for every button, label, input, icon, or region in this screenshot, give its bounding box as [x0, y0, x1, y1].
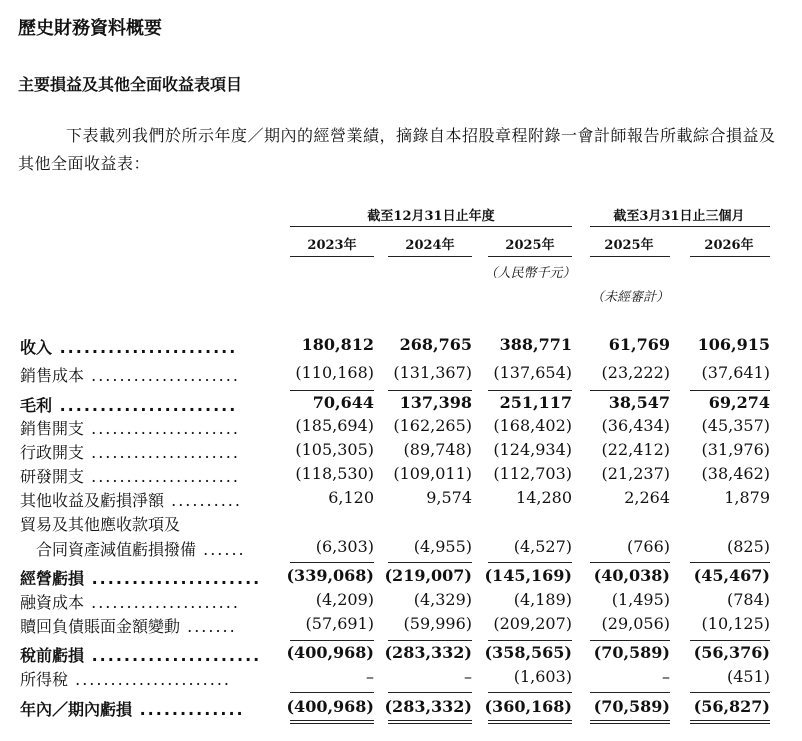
leader-dots: ..................... — [84, 646, 262, 665]
year-header: 2024年 — [405, 238, 455, 253]
value-cell: 14,280 — [516, 488, 572, 507]
subtotal-rule — [388, 692, 472, 693]
row-label-text: 行政開支 — [20, 443, 85, 462]
leader-dots: ...................... — [52, 396, 238, 415]
year-rule — [488, 256, 572, 257]
value-cell: (112,703) — [493, 464, 572, 483]
subtotal-rule — [590, 562, 670, 563]
subtotal-rule — [388, 640, 472, 641]
total-rule — [290, 723, 374, 724]
value-cell: 61,769 — [608, 335, 670, 354]
subtotal-rule — [488, 692, 572, 693]
value-cell: (38,462) — [701, 464, 770, 483]
value-cell: (89,748) — [403, 440, 472, 459]
value-cell: (4,209) — [315, 590, 374, 609]
value-cell: (31,976) — [701, 440, 770, 459]
table-row — [0, 667, 802, 691]
subtotal-rule — [488, 562, 572, 563]
value-cell: (137,654) — [493, 363, 572, 382]
leader-dots: .......... — [164, 491, 242, 510]
value-cell: (124,934) — [493, 440, 572, 459]
value-cell: (339,068) — [286, 566, 374, 585]
row-label — [20, 614, 237, 637]
leader-dots: ..................... — [84, 467, 240, 486]
value-cell: (1,603) — [513, 667, 572, 686]
subtotal-rule — [590, 640, 670, 641]
leader-dots: ....... — [180, 617, 237, 636]
row-label-text: 所得稅 — [20, 670, 69, 689]
subtotal-rule — [290, 562, 374, 563]
row-label-text: 經營虧損 — [20, 569, 85, 588]
value-cell: (105,305) — [295, 440, 374, 459]
value-cell: (10,125) — [701, 614, 770, 633]
value-cell: – — [366, 667, 374, 686]
row-label-text: 其他收益及虧損淨額 — [20, 491, 165, 510]
value-cell: (23,222) — [601, 363, 670, 382]
unaudited-note: （未經審計） — [590, 290, 669, 305]
row-label — [20, 512, 180, 535]
leader-dots: ...................... — [52, 338, 238, 357]
value-cell: 70,644 — [312, 393, 374, 412]
year-header: 2023年 — [307, 238, 357, 253]
value-cell: (4,955) — [413, 537, 472, 556]
value-cell: 9,574 — [426, 488, 472, 507]
year-rule — [590, 256, 670, 257]
value-cell: 1,879 — [724, 488, 770, 507]
leader-dots: ..................... — [84, 569, 262, 588]
value-cell: (400,968) — [286, 697, 374, 716]
value-cell: (162,265) — [393, 416, 472, 435]
section-title: 歷史財務資料概要 — [18, 18, 162, 39]
total-rule — [388, 723, 472, 724]
value-cell: (45,357) — [701, 416, 770, 435]
unit-note: （人民幣千元） — [484, 266, 576, 281]
table-row — [0, 363, 802, 387]
header-group-quarter: 截至3月31日止三個月 — [613, 209, 745, 224]
table-row — [0, 537, 802, 561]
value-cell: (110,168) — [295, 363, 374, 382]
value-cell: (283,332) — [384, 643, 472, 662]
year-rule — [388, 256, 472, 257]
value-cell: (168,402) — [493, 416, 572, 435]
row-label — [20, 335, 237, 358]
value-cell: (4,527) — [513, 537, 572, 556]
total-rule — [590, 723, 670, 724]
table-row — [0, 335, 802, 359]
value-cell: (36,434) — [601, 416, 670, 435]
value-cell: (185,694) — [295, 416, 374, 435]
row-label-text: 銷售成本 — [20, 366, 85, 385]
value-cell: (37,641) — [701, 363, 770, 382]
value-cell: (4,329) — [413, 590, 472, 609]
row-label — [20, 393, 237, 416]
row-label-text: 贖回負債賬面金額變動 — [20, 617, 181, 636]
subtotal-rule — [690, 390, 770, 391]
total-rule — [388, 720, 472, 721]
leader-dots: ...... — [196, 540, 246, 559]
row-label — [20, 363, 240, 386]
subtotal-rule — [290, 390, 374, 391]
group-rule-annual — [290, 226, 572, 227]
intro-paragraph: 下表載列我們於所示年度／期內的經營業績，摘錄自本招股章程附錄一會計師報告所載綜合損益及其他全面收益表： — [18, 126, 776, 173]
value-cell: (451) — [726, 667, 770, 686]
value-cell: (59,996) — [403, 614, 472, 633]
table-row — [0, 614, 802, 638]
leader-dots: ...................... — [68, 670, 231, 689]
value-cell: (358,565) — [484, 643, 572, 662]
total-rule — [290, 720, 374, 721]
leader-dots: ..................... — [84, 443, 240, 462]
table-row — [0, 488, 802, 512]
total-rule — [690, 720, 770, 721]
leader-dots: ..................... — [84, 366, 240, 385]
value-cell: (4,189) — [513, 590, 572, 609]
value-cell: (56,827) — [693, 697, 770, 716]
year-rule — [290, 256, 374, 257]
total-rule — [488, 723, 572, 724]
table-row — [0, 440, 802, 464]
table-row — [0, 393, 802, 417]
year-rule — [690, 256, 770, 257]
value-cell: (21,237) — [601, 464, 670, 483]
subtotal-rule — [690, 640, 770, 641]
value-cell: 268,765 — [399, 335, 472, 354]
row-label — [20, 464, 240, 487]
row-label — [20, 488, 242, 511]
value-cell: (45,467) — [693, 566, 770, 585]
row-label — [36, 537, 246, 560]
subtotal-rule — [290, 640, 374, 641]
subtotal-rule — [590, 390, 670, 391]
row-label-text: 稅前虧損 — [20, 646, 85, 665]
table-row — [0, 697, 802, 721]
row-label-text: 融資成本 — [20, 593, 85, 612]
value-cell: (209,207) — [493, 614, 572, 633]
value-cell: (283,332) — [384, 697, 472, 716]
value-cell: 38,547 — [608, 393, 670, 412]
total-rule — [488, 720, 572, 721]
value-cell: (360,168) — [484, 697, 572, 716]
row-label — [20, 697, 245, 720]
value-cell: (29,056) — [601, 614, 670, 633]
value-cell: 6,120 — [328, 488, 374, 507]
value-cell: 2,264 — [624, 488, 670, 507]
subtotal-rule — [388, 562, 472, 563]
leader-dots: ............. — [132, 700, 245, 719]
value-cell: (145,169) — [484, 566, 572, 585]
row-label-text: 貿易及其他應收款項及 — [20, 515, 181, 534]
row-label-text: 研發開支 — [20, 467, 85, 486]
subsection-title: 主要損益及其他全面收益表項目 — [18, 75, 243, 94]
total-rule — [590, 720, 670, 721]
row-label-text: 毛利 — [20, 396, 53, 415]
subtotal-rule — [690, 692, 770, 693]
group-rule-quarter — [590, 226, 770, 227]
value-cell: (70,589) — [593, 643, 670, 662]
row-label — [20, 566, 261, 589]
value-cell: (219,007) — [384, 566, 472, 585]
table-row — [0, 464, 802, 488]
subtotal-rule — [690, 562, 770, 563]
table-row — [0, 643, 802, 667]
row-label-text: 收入 — [20, 338, 53, 357]
value-cell: (109,011) — [393, 464, 472, 483]
value-cell: (40,038) — [593, 566, 670, 585]
value-cell: 106,915 — [697, 335, 770, 354]
value-cell: (70,589) — [593, 697, 670, 716]
value-cell: (400,968) — [286, 643, 374, 662]
row-label — [20, 440, 240, 463]
table-row — [0, 416, 802, 440]
row-label-text: 銷售開支 — [20, 419, 85, 438]
value-cell: (825) — [726, 537, 770, 556]
value-cell: (56,376) — [693, 643, 770, 662]
value-cell: (57,691) — [305, 614, 374, 633]
value-cell: (784) — [726, 590, 770, 609]
row-label — [20, 416, 240, 439]
table-row — [0, 566, 802, 590]
table-row — [0, 512, 802, 536]
value-cell: (1,495) — [611, 590, 670, 609]
value-cell: 69,274 — [708, 393, 770, 412]
value-cell: 251,117 — [499, 393, 572, 412]
subtotal-rule — [488, 640, 572, 641]
row-label-text: 合同資產減值虧損撥備 — [36, 540, 197, 559]
value-cell: – — [464, 667, 472, 686]
subtotal-rule — [388, 390, 472, 391]
header-group-annual: 截至12月31日止年度 — [367, 209, 495, 224]
value-cell: 180,812 — [301, 335, 374, 354]
row-label — [20, 643, 261, 666]
leader-dots: ..................... — [84, 593, 240, 612]
value-cell: (766) — [626, 537, 670, 556]
value-cell: (118,530) — [295, 464, 374, 483]
table-row — [0, 590, 802, 614]
value-cell: 137,398 — [399, 393, 472, 412]
leader-dots: ..................... — [84, 419, 240, 438]
row-label-text: 年內／期內虧損 — [20, 700, 133, 719]
value-cell: (6,303) — [315, 537, 374, 556]
value-cell: 388,771 — [499, 335, 572, 354]
row-label — [20, 590, 240, 613]
value-cell: – — [662, 667, 670, 686]
year-header: 2025年 — [505, 238, 555, 253]
value-cell: (22,412) — [601, 440, 670, 459]
total-rule — [690, 723, 770, 724]
subtotal-rule — [590, 692, 670, 693]
year-header: 2025年 — [604, 238, 654, 253]
value-cell: (131,367) — [393, 363, 472, 382]
subtotal-rule — [488, 390, 572, 391]
subtotal-rule — [290, 692, 374, 693]
row-label — [20, 667, 231, 690]
year-header: 2026年 — [704, 238, 754, 253]
